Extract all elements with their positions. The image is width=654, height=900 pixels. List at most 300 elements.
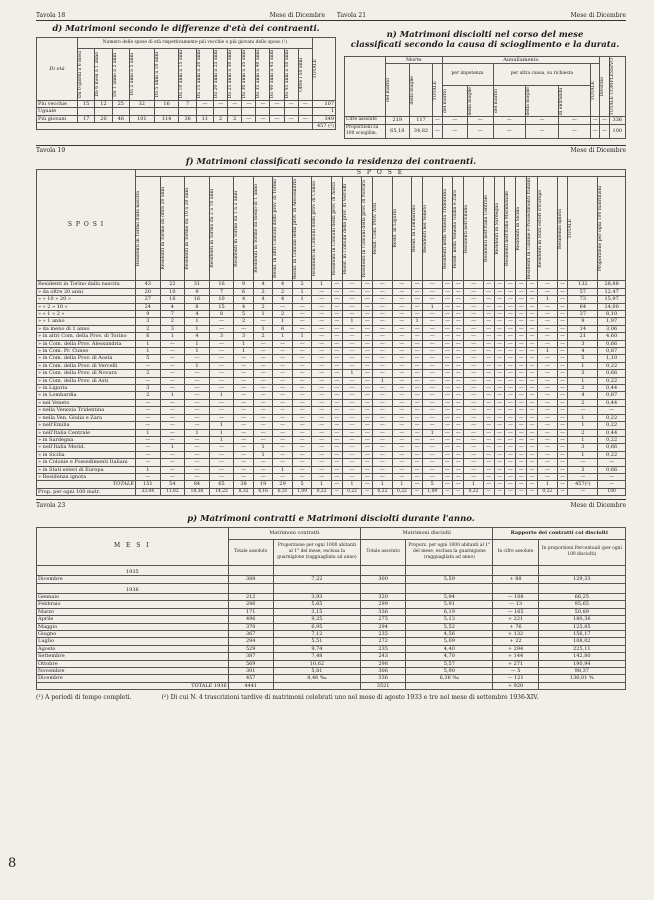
table-f-cell: — bbox=[505, 377, 516, 384]
table-f-cell: — bbox=[453, 348, 464, 355]
table-f-cell: — bbox=[331, 444, 342, 451]
table-f-cell: — bbox=[362, 466, 373, 473]
table-d-col-header-text: Da 2 anni a 5 anni bbox=[129, 53, 135, 96]
bottom-header-month: Mese di Dicembre bbox=[570, 501, 626, 509]
table-f-col-header bbox=[527, 176, 538, 280]
table-f-cell: — bbox=[292, 370, 312, 377]
table-p-total-row bbox=[37, 682, 626, 689]
table-p-year-row bbox=[37, 583, 626, 593]
table-f-cell: — bbox=[209, 473, 234, 480]
table-f-cell: — bbox=[527, 362, 538, 369]
table-p-cell: 98,37 bbox=[538, 668, 625, 675]
table-f-prop-cell: 100 bbox=[598, 488, 626, 495]
table-f-cell: — bbox=[373, 399, 393, 406]
table-f-cell: — bbox=[538, 362, 558, 369]
table-p-month: Febbraio bbox=[37, 601, 229, 608]
table-p-cell: 300 bbox=[361, 576, 406, 583]
table-d-row-label: Più giovani bbox=[37, 115, 78, 122]
table-f-cell: — bbox=[253, 340, 273, 347]
table-f-cell: — bbox=[557, 422, 568, 429]
table-f-row bbox=[37, 459, 626, 466]
table-f-cell: — bbox=[234, 325, 254, 332]
table-f-col-header-text: Resid. nella Venezia Giulia e Zara bbox=[453, 189, 459, 268]
table-f-cell: — bbox=[423, 318, 443, 325]
table-f-cell: 1 bbox=[568, 362, 598, 369]
table-f-cell: — bbox=[538, 444, 558, 451]
table-f-cell: — bbox=[453, 459, 464, 466]
table-f-prop-cell: 33,04 bbox=[136, 488, 161, 495]
table-f-cell: — bbox=[234, 422, 254, 429]
table-d-cell: — bbox=[242, 100, 256, 107]
table-f-cell: 1 bbox=[185, 429, 210, 436]
table-f-row-label: » in Com. della Prov. Alessandria bbox=[37, 340, 136, 347]
table-f-total-cell: 1 bbox=[538, 481, 558, 488]
table-f-col-header-text: Proporzione per ogni 100 matrimoni bbox=[598, 186, 604, 272]
table-f-row bbox=[37, 377, 626, 384]
table-f-row-label: » da meno di 1 anno bbox=[37, 325, 136, 332]
table-f-row bbox=[37, 451, 626, 458]
table-f-row-label: » in Com. della Prov. di Aosta bbox=[37, 355, 136, 362]
table-f-cell: 4 bbox=[234, 303, 254, 310]
table-f-cell: — bbox=[185, 473, 210, 480]
table-p-cell: 457 bbox=[228, 675, 273, 682]
table-f-cell: 1 bbox=[185, 318, 210, 325]
table-f-cell: — bbox=[494, 451, 505, 458]
table-f-cell: — bbox=[331, 325, 342, 332]
table-f-cell: 4 bbox=[185, 333, 210, 340]
table-f-cell: — bbox=[373, 281, 393, 288]
table-f-cell: — bbox=[442, 333, 453, 340]
table-n-col-header bbox=[386, 64, 410, 117]
table-f-cell: — bbox=[292, 318, 312, 325]
table-f-prop-label: Prop. per ogni 100 matr. bbox=[37, 488, 136, 495]
table-f-cell: — bbox=[342, 414, 362, 421]
table-f-prop-cell: — bbox=[527, 488, 538, 495]
table-d-row-label: Uguale bbox=[37, 108, 78, 115]
table-f-cell: — bbox=[342, 392, 362, 399]
table-f-cell: — bbox=[505, 422, 516, 429]
table-f-cell: — bbox=[209, 399, 234, 406]
table-f-cell: — bbox=[538, 288, 558, 295]
table-f-cell: — bbox=[160, 370, 185, 377]
footnote-1: (¹) A periodi di tempo completi. bbox=[36, 694, 132, 702]
table-f-cell: — bbox=[442, 370, 453, 377]
table-d-cell bbox=[298, 108, 312, 115]
table-d-col-header bbox=[298, 49, 312, 100]
table-d-col-header bbox=[129, 49, 154, 100]
table-f-cell: — bbox=[209, 466, 234, 473]
table-f-cell: — bbox=[516, 459, 527, 466]
table-f-cell: — bbox=[331, 318, 342, 325]
table-d-cell: 25 bbox=[112, 100, 129, 107]
table-f-row bbox=[37, 340, 626, 347]
table-f-cell: — bbox=[483, 407, 494, 414]
table-f-cell: 2 bbox=[292, 281, 312, 288]
table-f-cell: 1 bbox=[373, 377, 393, 384]
table-f-cell: — bbox=[464, 385, 484, 392]
table-p-cell: 5,59 bbox=[406, 576, 493, 583]
table-f-cell: — bbox=[538, 318, 558, 325]
table-f-col-header bbox=[557, 176, 568, 280]
table-p-row bbox=[37, 660, 626, 667]
table-f-cell: — bbox=[312, 385, 332, 392]
table-f-cell: — bbox=[442, 318, 453, 325]
table-f-cell: — bbox=[392, 399, 412, 406]
table-f-cell: — bbox=[373, 422, 393, 429]
table-d-col-header bbox=[154, 49, 179, 100]
table-f-cell: — bbox=[136, 451, 161, 458]
table-f-cell: — bbox=[185, 466, 210, 473]
table-f-cell: — bbox=[373, 392, 393, 399]
table-f-cell: — bbox=[185, 355, 210, 362]
table-n-col-header-text: della moglie bbox=[526, 86, 532, 116]
table-f-cell: — bbox=[538, 414, 558, 421]
table-p-cell: 6,19 bbox=[406, 608, 493, 615]
table-f-cell: — bbox=[160, 466, 185, 473]
table-f-cell: — bbox=[373, 333, 393, 340]
table-d-col-header-text: Da 30 anni a 35 anni bbox=[242, 50, 248, 99]
table-f-cell: 3 bbox=[568, 340, 598, 347]
table-f-cell: — bbox=[253, 392, 273, 399]
table-f-cell: — bbox=[234, 473, 254, 480]
table-p-cell: — 165 bbox=[493, 608, 538, 615]
table-f-cell: — bbox=[234, 451, 254, 458]
table-f-cell: — bbox=[527, 303, 538, 310]
table-f-cell: — bbox=[392, 296, 412, 303]
table-f-cell: — bbox=[483, 333, 494, 340]
table-f-col-header-text: Residenza ignota bbox=[557, 208, 563, 249]
table-f-cell: — bbox=[412, 355, 423, 362]
table-f-prop-cell: 14,22 bbox=[209, 488, 234, 495]
table-f-cell: — bbox=[442, 340, 453, 347]
table-f-cell: 4 bbox=[234, 296, 254, 303]
table-f-cell: — bbox=[362, 444, 373, 451]
table-f-cell: — bbox=[453, 392, 464, 399]
table-f-cell: — bbox=[412, 466, 423, 473]
table-f-cell: — bbox=[527, 399, 538, 406]
table-f-cell: 1 bbox=[312, 281, 332, 288]
table-f-col-header-text: Residenti in Comuni della prov. di Aosta bbox=[331, 182, 337, 276]
table-f-cell: — bbox=[331, 422, 342, 429]
table-f-cell: — bbox=[412, 436, 423, 443]
table-f-cell: — bbox=[185, 377, 210, 384]
table-f-cell: — bbox=[483, 377, 494, 384]
table-f-cell: — bbox=[253, 414, 273, 421]
table-f-cell: — bbox=[412, 385, 423, 392]
table-f-prop-cell: 8,32 bbox=[234, 488, 254, 495]
table-n-col-header-text: TOTALE bbox=[433, 80, 439, 101]
table-f-cell: 0,66 bbox=[598, 466, 626, 473]
table-f-cell: 0,22 bbox=[598, 377, 626, 384]
table-f-cell: — bbox=[373, 414, 393, 421]
table-f-row-label: » nell'Italia Merid. bbox=[37, 444, 136, 451]
table-f-cell: — bbox=[362, 385, 373, 392]
table-f-cell: — bbox=[527, 377, 538, 384]
table-f-cell: — bbox=[423, 399, 443, 406]
table-f-cell: — bbox=[209, 370, 234, 377]
table-f-cell: — bbox=[505, 281, 516, 288]
table-p-cell: 5,51 bbox=[273, 638, 360, 645]
table-f-cell: — bbox=[331, 429, 342, 436]
table-f-cell: 1,10 bbox=[598, 355, 626, 362]
table-p-col-header: Totale assoluto bbox=[228, 539, 273, 565]
table-f-row bbox=[37, 473, 626, 480]
table-f-cell: 2 bbox=[136, 325, 161, 332]
table-f-total-cell: — bbox=[557, 481, 568, 488]
table-f-cell: — bbox=[442, 399, 453, 406]
table-p-total-label: TOTALE 1936 bbox=[37, 682, 229, 689]
table-f-cell: — bbox=[253, 436, 273, 443]
table-f-cell: — bbox=[464, 414, 484, 421]
table-p-cell: 299 bbox=[361, 601, 406, 608]
table-f-cell: — bbox=[185, 370, 210, 377]
table-f-cell: 1 bbox=[185, 362, 210, 369]
table-p-cell: 367 bbox=[228, 631, 273, 638]
table-d-cell: 32 bbox=[129, 100, 154, 107]
table-d-col-header-text: Da 15 anni a 20 anni bbox=[196, 50, 202, 99]
table-f-cell: — bbox=[442, 281, 453, 288]
table-f-cell: — bbox=[557, 281, 568, 288]
table-f-cell: — bbox=[505, 429, 516, 436]
table-p-spacer bbox=[361, 583, 406, 593]
table-f-cell: — bbox=[557, 414, 568, 421]
table-f-cell: — bbox=[516, 399, 527, 406]
table-p-spacer bbox=[493, 583, 538, 593]
table-f-cell: — bbox=[392, 392, 412, 399]
table-p-spacer bbox=[273, 583, 360, 593]
table-d-col-header bbox=[78, 49, 95, 100]
table-f-col-header-text: Residenti in Torino da oltre 20 anni bbox=[160, 187, 166, 270]
table-f-cell: 2 bbox=[253, 333, 273, 340]
table-f-cell: — bbox=[453, 281, 464, 288]
table-f-row bbox=[37, 399, 626, 406]
table-f-cell: 4 bbox=[253, 296, 273, 303]
table-f-cell: — bbox=[464, 399, 484, 406]
table-f-cell: — bbox=[136, 436, 161, 443]
table-f-cell: 10 bbox=[209, 296, 234, 303]
table-p-cell: + 132 bbox=[493, 631, 538, 638]
table-f-cell: — bbox=[423, 333, 443, 340]
table-f-cell: 9 bbox=[568, 318, 598, 325]
table-f-cell: — bbox=[557, 340, 568, 347]
table-f-cell: 9 bbox=[136, 311, 161, 318]
table-p-row bbox=[37, 675, 626, 682]
table-p-cell: 7,22 bbox=[273, 576, 360, 583]
table-p-month: Dicembre bbox=[37, 675, 229, 682]
table-p-cell: 387 bbox=[228, 653, 273, 660]
table-f-cell: — bbox=[312, 459, 332, 466]
table-p-cell: 225,11 bbox=[538, 645, 625, 652]
table-f-col-header-text: Resid. Com. Prov. Asti bbox=[373, 202, 379, 255]
table-f-cell: — bbox=[273, 399, 293, 406]
table-f-cell: — bbox=[292, 325, 312, 332]
table-f-cell: — bbox=[160, 348, 185, 355]
table-n-col-header-text: TOTALE bbox=[591, 80, 597, 101]
table-f-cell: — bbox=[362, 451, 373, 458]
table-f-cell: — bbox=[292, 466, 312, 473]
table-f-total-cell: — bbox=[331, 481, 342, 488]
table-f-cell: 2 bbox=[234, 318, 254, 325]
table-f-cell: — bbox=[442, 444, 453, 451]
table-p-row bbox=[37, 594, 626, 601]
table-d-cell: — bbox=[284, 115, 298, 122]
table-f-cell: — bbox=[527, 414, 538, 421]
table-f-cell: — bbox=[412, 311, 423, 318]
table-p-row bbox=[37, 576, 626, 583]
table-f-row-label: » in Lombardia bbox=[37, 392, 136, 399]
table-f-total-cell: 38 bbox=[234, 481, 254, 488]
table-p-cell: 4,40 bbox=[406, 645, 493, 652]
header-month-left: Mese di Dicembre bbox=[269, 11, 326, 19]
table-f-cell: — bbox=[538, 459, 558, 466]
table-f-cell: — bbox=[494, 362, 505, 369]
table-p-cell: 171 bbox=[228, 608, 273, 615]
table-f-cell: 9 bbox=[234, 281, 254, 288]
table-f-cell: — bbox=[342, 407, 362, 414]
table-f-cell: 15,97 bbox=[598, 296, 626, 303]
table-f-cell: — bbox=[442, 362, 453, 369]
table-f-cell: 16 bbox=[185, 296, 210, 303]
table-n-title-2: classificati secondo la causa di scioglimento e la durata. bbox=[350, 40, 620, 50]
table-f-cell: — bbox=[453, 370, 464, 377]
table-d-cell: — bbox=[284, 100, 298, 107]
table-f-cell: — bbox=[312, 340, 332, 347]
table-f-cell: 0,66 bbox=[598, 340, 626, 347]
table-f-cell: — bbox=[516, 340, 527, 347]
table-f-cell: — bbox=[331, 407, 342, 414]
table-n-cell: 336 bbox=[609, 117, 625, 124]
table-f-cell: — bbox=[453, 399, 464, 406]
table-d-header-row bbox=[37, 38, 336, 49]
table-f-cell: — bbox=[273, 407, 293, 414]
table-f-cell: — bbox=[423, 422, 443, 429]
table-f-cell: — bbox=[373, 303, 393, 310]
table-f-row-label: » nell'Italia Centrale bbox=[37, 429, 136, 436]
table-f-cell: — bbox=[516, 436, 527, 443]
table-f-cell: — bbox=[494, 318, 505, 325]
table-f-cell: — bbox=[453, 362, 464, 369]
table-f-cell: — bbox=[423, 414, 443, 421]
table-n-col-total-all bbox=[609, 57, 625, 117]
table-f-cell: — bbox=[527, 444, 538, 451]
page bbox=[36, 10, 626, 701]
table-p-row bbox=[37, 631, 626, 638]
table-f-cell: 1 bbox=[185, 340, 210, 347]
table-f bbox=[36, 169, 626, 497]
table-f-cell: — bbox=[464, 451, 484, 458]
table-f-cell: — bbox=[494, 399, 505, 406]
table-f-cell: — bbox=[234, 399, 254, 406]
table-f-col-header bbox=[185, 176, 210, 280]
table-f-col-header-text: Residenti in Comuni della prov. di Novara bbox=[362, 179, 368, 278]
table-f-cell: — bbox=[312, 311, 332, 318]
table-f-col-header bbox=[516, 176, 527, 280]
table-f-col-header bbox=[312, 176, 332, 280]
table-f-cell: — bbox=[453, 436, 464, 443]
table-f-cell: 1 bbox=[292, 288, 312, 295]
table-f-cell: — bbox=[412, 340, 423, 347]
bottom-header bbox=[36, 500, 626, 510]
table-f-cell: 1 bbox=[253, 311, 273, 318]
table-d-corner: Di età bbox=[37, 38, 78, 101]
table-p-cell: 5,52 bbox=[406, 623, 493, 630]
table-f-cell: — bbox=[209, 362, 234, 369]
table-f-cell: — bbox=[505, 362, 516, 369]
table-f-total-cell: — bbox=[362, 481, 373, 488]
table-f-cell: — bbox=[483, 451, 494, 458]
table-f-row bbox=[37, 436, 626, 443]
table-f-cell: — bbox=[342, 355, 362, 362]
table-f-cell: — bbox=[494, 407, 505, 414]
table-p-total-cell: + 920 bbox=[493, 682, 538, 689]
table-f-total-cell: 1 bbox=[312, 481, 332, 488]
table-f-cell: — bbox=[423, 377, 443, 384]
table-f-cell: — bbox=[557, 444, 568, 451]
table-f-cell: — bbox=[312, 333, 332, 340]
table-f-cell: — bbox=[464, 407, 484, 414]
table-f-cell: — bbox=[557, 333, 568, 340]
table-f-col-header-text: Residenti in Comuni della prov. di Cuneo bbox=[312, 181, 318, 277]
table-p-spacer bbox=[228, 583, 273, 593]
table-f-cell: — bbox=[136, 459, 161, 466]
table-f-cell: — bbox=[557, 303, 568, 310]
table-f-cell: — bbox=[505, 296, 516, 303]
table-f-cell: — bbox=[527, 407, 538, 414]
table-f-row bbox=[37, 385, 626, 392]
table-f-cell: — bbox=[423, 459, 443, 466]
table-f-col-header-text: Residenti in Torino da 1 a 2 anni bbox=[234, 190, 240, 267]
table-p-row bbox=[37, 653, 626, 660]
table-f-cell: 3 bbox=[136, 318, 161, 325]
table-f-row-label: » in Com. della Prov. di Novara bbox=[37, 370, 136, 377]
table-f-cell: — bbox=[568, 407, 598, 414]
table-f-cell: — bbox=[505, 466, 516, 473]
table-f-cell: — bbox=[342, 348, 362, 355]
table-f-cell: — bbox=[423, 325, 443, 332]
table-f-cell: 0,44 bbox=[598, 399, 626, 406]
table-f-cell: — bbox=[494, 414, 505, 421]
table-f-cell: — bbox=[373, 355, 393, 362]
table-p-total-cell: 4441 bbox=[228, 682, 273, 689]
table-f-cell: — bbox=[273, 429, 293, 436]
table-p-row bbox=[37, 645, 626, 652]
table-d-cell bbox=[154, 108, 179, 115]
table-d-cell: 114 bbox=[154, 115, 179, 122]
table-f-cell: — bbox=[464, 422, 484, 429]
table-f-cell: — bbox=[527, 473, 538, 480]
table-f-cell: — bbox=[598, 459, 626, 466]
table-f-cell: — bbox=[331, 385, 342, 392]
mid-header-month: Mese di Dicembre bbox=[570, 147, 626, 155]
table-d-col-header bbox=[242, 49, 256, 100]
table-d-cell bbox=[214, 108, 228, 115]
table-f-cell: 2 bbox=[273, 288, 293, 295]
table-f-prop-row bbox=[37, 488, 626, 495]
table-f-cell: — bbox=[362, 414, 373, 421]
table-f-cell: — bbox=[442, 311, 453, 318]
table-f-cell: — bbox=[362, 370, 373, 377]
table-f-col-header bbox=[373, 176, 393, 280]
table-d-row-total: 1 bbox=[312, 108, 335, 115]
table-f-cell: 9 bbox=[185, 288, 210, 295]
table-d-cell: — bbox=[228, 100, 242, 107]
table-f-col-header bbox=[136, 176, 161, 280]
table-p-cell: + 144 bbox=[493, 653, 538, 660]
table-f-cell: — bbox=[423, 348, 443, 355]
table-p-cell: 5,94 bbox=[406, 594, 493, 601]
table-f-cell: — bbox=[516, 407, 527, 414]
table-f-cell: — bbox=[527, 392, 538, 399]
